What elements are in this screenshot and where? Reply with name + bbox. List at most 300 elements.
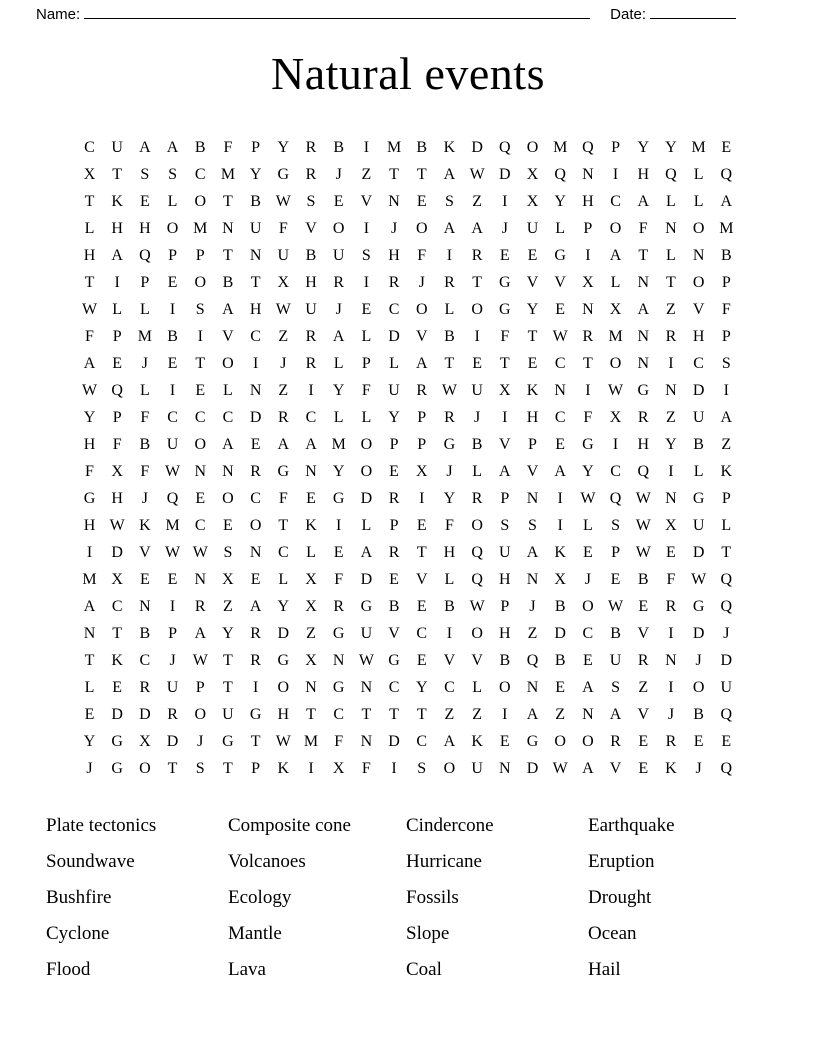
grid-cell[interactable]: W [608,598,624,615]
grid-cell[interactable]: D [526,760,539,777]
grid-cell[interactable]: G [526,733,539,750]
grid-cell[interactable]: G [111,760,123,777]
grid-cell[interactable]: Q [720,598,733,615]
grid-cell[interactable]: L [693,463,704,480]
grid-cell[interactable]: V [609,760,622,777]
grid-cell[interactable]: E [582,652,593,669]
grid-cell[interactable]: F [500,328,510,345]
grid-cell[interactable]: D [388,328,400,345]
grid-cell[interactable]: T [84,652,95,669]
grid-cell[interactable]: E [499,733,510,750]
grid-cell[interactable]: P [251,760,261,777]
grid-cell[interactable]: J [141,490,148,507]
grid-cell[interactable]: T [306,706,316,723]
grid-cell[interactable]: G [692,598,705,615]
grid-cell[interactable]: J [335,301,342,318]
grid-cell[interactable]: N [637,355,650,372]
grid-cell[interactable]: S [195,301,205,318]
grid-cell[interactable]: X [582,274,594,291]
grid-cell[interactable]: G [692,490,705,507]
grid-cell[interactable]: O [554,733,566,750]
grid-cell[interactable]: U [471,382,483,399]
grid-cell[interactable]: X [526,193,539,210]
grid-cell[interactable]: B [444,328,455,345]
grid-cell[interactable]: K [139,517,151,534]
grid-cell[interactable]: O [582,733,594,750]
grid-cell[interactable]: O [277,679,290,696]
grid-cell[interactable]: H [139,220,151,237]
grid-cell[interactable]: U [111,139,123,156]
grid-cell[interactable]: K [277,760,290,777]
grid-cell[interactable]: I [585,382,591,399]
grid-cell[interactable]: N [665,220,677,237]
grid-cell[interactable]: E [638,598,649,615]
grid-cell[interactable]: A [360,544,373,561]
grid-cell[interactable]: E [139,571,150,588]
grid-cell[interactable]: F [140,409,150,426]
grid-cell[interactable]: P [500,490,510,507]
grid-cell[interactable]: N [249,382,262,399]
grid-cell[interactable]: E [333,544,344,561]
grid-cell[interactable]: C [194,166,206,183]
grid-cell[interactable]: O [194,436,207,453]
grid-cell[interactable]: D [111,706,123,723]
grid-cell[interactable]: V [415,328,428,345]
grid-cell[interactable]: E [610,571,621,588]
grid-cell[interactable]: P [140,274,150,291]
grid-cell[interactable]: W [691,571,707,588]
grid-cell[interactable]: N [388,193,400,210]
grid-cell[interactable]: A [582,760,594,777]
grid-cell[interactable]: V [471,652,483,669]
grid-cell[interactable]: Z [666,301,676,318]
grid-cell[interactable]: P [389,517,399,534]
grid-cell[interactable]: Z [472,706,483,723]
grid-cell[interactable]: U [609,652,622,669]
word-list-item[interactable]: Composite cone [228,815,351,836]
grid-cell[interactable]: L [333,355,344,372]
grid-cell[interactable]: L [361,409,372,426]
grid-cell[interactable]: Z [666,409,676,426]
grid-cell[interactable]: R [665,328,677,345]
grid-cell[interactable]: L [472,463,483,480]
word-list-item[interactable]: Mantle [228,923,282,944]
grid-cell[interactable]: A [166,139,179,156]
grid-cell[interactable]: Q [582,139,594,156]
grid-cell[interactable]: Q [139,247,151,264]
grid-cell[interactable]: H [526,409,539,426]
grid-cell[interactable]: N [194,463,207,480]
grid-cell[interactable]: P [583,220,593,237]
grid-cell[interactable]: K [111,652,123,669]
grid-cell[interactable]: I [252,355,259,372]
grid-cell[interactable]: I [363,220,370,237]
grid-cell[interactable]: F [278,490,288,507]
grid-cell[interactable]: X [415,463,428,480]
grid-cell[interactable]: X [277,274,290,291]
word-list-item[interactable]: Drought [588,887,652,908]
grid-cell[interactable]: J [584,571,591,588]
grid-cell[interactable]: G [554,247,566,264]
grid-cell[interactable]: A [249,598,262,615]
grid-cell[interactable]: Y [415,679,428,696]
grid-cell[interactable]: G [332,625,345,642]
grid-cell[interactable]: Y [83,733,96,750]
grid-cell[interactable]: U [526,220,539,237]
grid-cell[interactable]: O [415,301,428,318]
grid-cell[interactable]: N [582,706,594,723]
grid-cell[interactable]: H [111,220,123,237]
grid-cell[interactable]: Z [278,382,289,399]
word-list-item[interactable]: Hurricane [406,851,482,872]
grid-cell[interactable]: V [388,625,400,642]
grid-cell[interactable]: U [249,220,262,237]
grid-cell[interactable]: V [139,544,151,561]
grid-cell[interactable]: P [528,436,537,453]
grid-cell[interactable]: B [250,193,261,210]
grid-cell[interactable]: U [277,247,290,264]
word-list-item[interactable]: Eruption [588,851,655,872]
grid-cell[interactable]: C [305,409,317,426]
word-list-item[interactable]: Ecology [228,887,292,908]
grid-cell[interactable]: F [278,220,288,237]
grid-cell[interactable]: W [635,544,651,561]
grid-cell[interactable]: D [360,571,373,588]
grid-cell[interactable]: T [278,517,289,534]
grid-cell[interactable]: W [358,652,374,669]
grid-cell[interactable]: C [610,463,621,480]
grid-cell[interactable]: H [83,436,96,453]
grid-cell[interactable]: O [194,193,207,210]
grid-cell[interactable]: W [81,301,98,318]
grid-cell[interactable]: F [361,760,371,777]
grid-cell[interactable]: X [222,571,234,588]
grid-cell[interactable]: D [360,490,373,507]
grid-cell[interactable]: J [695,652,702,669]
grid-cell[interactable]: C [222,409,234,426]
grid-cell[interactable]: L [223,382,233,399]
grid-cell[interactable]: R [333,274,345,291]
grid-cell[interactable]: P [168,625,178,642]
grid-cell[interactable]: P [417,436,427,453]
grid-cell[interactable]: C [250,490,261,507]
grid-cell[interactable]: L [361,517,372,534]
grid-cell[interactable]: Q [471,571,483,588]
grid-cell[interactable]: M [608,328,623,345]
grid-cell[interactable]: T [84,193,95,210]
grid-cell[interactable]: R [305,355,317,372]
grid-cell[interactable]: T [444,355,455,372]
grid-cell[interactable]: O [360,436,373,453]
grid-cell[interactable]: V [499,436,511,453]
grid-cell[interactable]: M [303,733,319,750]
grid-cell[interactable]: P [417,409,427,426]
grid-cell[interactable]: L [139,382,150,399]
grid-cell[interactable]: B [388,598,400,615]
grid-cell[interactable]: N [249,544,262,561]
grid-cell[interactable]: D [720,652,733,669]
grid-cell[interactable]: B [720,247,732,264]
grid-cell[interactable]: B [139,436,151,453]
grid-cell[interactable]: W [635,490,651,507]
grid-cell[interactable]: U [222,706,234,723]
grid-cell[interactable]: T [389,706,399,723]
grid-cell[interactable]: E [167,274,178,291]
grid-cell[interactable]: N [665,382,677,399]
grid-cell[interactable]: W [580,490,596,507]
grid-cell[interactable]: A [471,220,483,237]
grid-cell[interactable]: O [471,517,483,534]
word-list-item[interactable]: Fossils [406,887,459,908]
grid-cell[interactable]: E [139,193,150,210]
grid-cell[interactable]: G [388,652,400,669]
grid-cell[interactable]: W [441,382,457,399]
grid-cell[interactable]: K [526,382,539,399]
grid-cell[interactable]: R [637,409,649,426]
grid-cell[interactable]: L [333,409,344,426]
grid-cell[interactable]: O [609,355,622,372]
grid-cell[interactable]: A [637,193,650,210]
grid-cell[interactable]: I [502,409,508,426]
grid-cell[interactable]: R [388,490,400,507]
grid-cell[interactable]: G [83,490,96,507]
grid-cell[interactable]: J [667,706,675,723]
grid-cell[interactable]: D [249,409,262,426]
grid-cell[interactable]: Q [111,382,123,399]
grid-cell[interactable]: E [666,544,676,561]
grid-cell[interactable]: L [693,193,704,210]
grid-cell[interactable]: I [612,166,619,183]
grid-cell[interactable]: P [721,490,731,507]
grid-cell[interactable]: E [250,571,261,588]
grid-cell[interactable]: N [526,679,539,696]
grid-cell[interactable]: Q [720,760,733,777]
grid-cell[interactable]: J [141,355,148,372]
grid-cell[interactable]: X [305,571,317,588]
grid-cell[interactable]: E [167,355,178,372]
grid-cell[interactable]: O [194,706,207,723]
grid-cell[interactable]: D [692,625,705,642]
grid-cell[interactable]: H [637,166,650,183]
grid-cell[interactable]: I [446,247,453,264]
grid-cell[interactable]: W [469,166,485,183]
grid-cell[interactable]: U [305,301,317,318]
grid-cell[interactable]: M [165,517,180,534]
grid-cell[interactable]: H [83,517,96,534]
grid-cell[interactable]: G [443,436,456,453]
grid-cell[interactable]: F [638,220,648,237]
grid-cell[interactable]: H [111,490,123,507]
grid-cell[interactable]: X [111,463,123,480]
grid-cell[interactable]: A [443,166,456,183]
grid-cell[interactable]: O [166,220,179,237]
grid-cell[interactable]: E [721,139,732,156]
grid-cell[interactable]: C [416,733,428,750]
grid-cell[interactable]: B [194,139,206,156]
grid-cell[interactable]: A [111,247,123,264]
grid-cell[interactable]: X [609,409,622,426]
grid-cell[interactable]: J [335,166,342,183]
grid-cell[interactable]: S [168,166,178,183]
grid-cell[interactable]: J [197,733,204,750]
grid-cell[interactable]: C [582,625,594,642]
grid-cell[interactable]: O [582,598,594,615]
grid-cell[interactable]: W [275,301,291,318]
grid-cell[interactable]: A [526,706,539,723]
grid-cell[interactable]: I [502,706,508,723]
grid-cell[interactable]: T [223,679,233,696]
grid-cell[interactable]: O [222,490,234,507]
grid-cell[interactable]: L [306,544,316,561]
grid-cell[interactable]: E [250,436,261,453]
grid-cell[interactable]: G [332,490,345,507]
grid-cell[interactable]: E [223,517,233,534]
grid-cell[interactable]: O [194,274,207,291]
grid-cell[interactable]: P [361,355,371,372]
grid-cell[interactable]: J [280,355,287,372]
grid-cell[interactable]: X [526,166,539,183]
grid-cell[interactable]: L [389,355,399,372]
grid-cell[interactable]: T [361,706,372,723]
grid-cell[interactable]: G [277,166,290,183]
grid-cell[interactable]: R [250,625,261,642]
grid-cell[interactable]: W [165,544,181,561]
grid-cell[interactable]: N [582,301,594,318]
grid-cell[interactable]: M [137,328,152,345]
grid-cell[interactable]: A [83,598,96,615]
grid-cell[interactable]: Z [472,193,483,210]
grid-cell[interactable]: Q [720,706,733,723]
grid-cell[interactable]: Z [361,166,372,183]
grid-cell[interactable]: Y [83,409,96,426]
grid-cell[interactable]: T [638,247,649,264]
grid-cell[interactable]: O [139,760,151,777]
grid-cell[interactable]: D [277,625,290,642]
grid-cell[interactable]: B [167,328,178,345]
grid-cell[interactable]: Y [277,139,290,156]
grid-cell[interactable]: E [527,355,538,372]
grid-cell[interactable]: E [416,652,427,669]
grid-cell[interactable]: O [443,760,456,777]
grid-cell[interactable]: I [169,598,176,615]
grid-cell[interactable]: I [169,382,176,399]
grid-cell[interactable]: I [668,679,674,696]
grid-cell[interactable]: W [165,463,181,480]
grid-cell[interactable]: I [308,760,314,777]
grid-cell[interactable]: O [360,463,373,480]
grid-cell[interactable]: E [112,679,123,696]
grid-cell[interactable]: B [471,436,483,453]
grid-cell[interactable]: S [417,760,427,777]
grid-cell[interactable]: L [666,193,676,210]
grid-cell[interactable]: E [361,301,372,318]
grid-cell[interactable]: D [554,625,566,642]
grid-cell[interactable]: I [502,193,508,210]
grid-cell[interactable]: P [389,436,399,453]
grid-cell[interactable]: R [250,463,261,480]
grid-cell[interactable]: G [360,598,373,615]
grid-cell[interactable]: Q [609,490,622,507]
grid-cell[interactable]: F [85,328,94,345]
grid-cell[interactable]: W [109,517,125,534]
grid-cell[interactable]: P [721,328,731,345]
grid-cell[interactable]: T [195,355,206,372]
grid-cell[interactable]: L [721,517,732,534]
grid-cell[interactable]: F [85,463,94,480]
grid-cell[interactable]: V [443,652,456,669]
grid-cell[interactable]: A [415,355,428,372]
grid-cell[interactable]: I [114,274,120,291]
grid-cell[interactable]: X [665,517,677,534]
grid-cell[interactable]: N [222,463,234,480]
grid-cell[interactable]: O [692,274,705,291]
grid-cell[interactable]: Z [721,436,732,453]
grid-cell[interactable]: L [666,247,676,264]
grid-cell[interactable]: Y [388,409,400,426]
grid-cell[interactable]: B [693,436,704,453]
grid-cell[interactable]: R [637,652,649,669]
grid-cell[interactable]: U [166,436,179,453]
grid-cell[interactable]: P [195,679,205,696]
grid-cell[interactable]: W [81,382,98,399]
grid-cell[interactable]: T [499,355,510,372]
grid-cell[interactable]: U [360,625,373,642]
grid-cell[interactable]: C [84,139,95,156]
grid-cell[interactable]: L [84,679,95,696]
grid-cell[interactable]: R [665,598,677,615]
grid-cell[interactable]: A [609,706,622,723]
grid-cell[interactable]: Q [720,166,733,183]
grid-cell[interactable]: D [499,166,511,183]
grid-cell[interactable]: Y [665,436,677,453]
grid-cell[interactable]: N [360,679,373,696]
grid-cell[interactable]: S [195,760,205,777]
grid-cell[interactable]: N [305,463,317,480]
grid-cell[interactable]: E [84,706,95,723]
grid-cell[interactable]: C [139,652,151,669]
grid-cell[interactable]: Q [637,463,650,480]
grid-cell[interactable]: Y [665,139,677,156]
grid-cell[interactable]: N [554,382,566,399]
grid-cell[interactable]: B [444,598,455,615]
grid-cell[interactable]: P [500,598,510,615]
grid-cell[interactable]: O [222,355,234,372]
grid-cell[interactable]: L [444,301,455,318]
grid-cell[interactable]: S [140,166,150,183]
grid-cell[interactable]: F [140,463,150,480]
grid-cell[interactable]: G [499,301,511,318]
grid-cell[interactable]: N [360,733,373,750]
grid-cell[interactable]: Z [638,679,649,696]
grid-cell[interactable]: N [332,652,345,669]
grid-cell[interactable]: C [444,679,455,696]
word-list-item[interactable]: Flood [46,959,91,980]
grid-cell[interactable]: E [416,517,427,534]
grid-cell[interactable]: D [166,733,179,750]
grid-cell[interactable]: J [474,409,481,426]
grid-cell[interactable]: E [416,598,427,615]
grid-cell[interactable]: R [167,706,178,723]
grid-cell[interactable]: E [527,247,538,264]
grid-cell[interactable]: R [610,733,621,750]
grid-cell[interactable]: R [139,679,151,696]
grid-cell[interactable]: E [195,490,206,507]
grid-cell[interactable]: S [223,544,233,561]
grid-cell[interactable]: A [332,328,345,345]
grid-cell[interactable]: T [416,706,427,723]
grid-cell[interactable]: X [111,571,123,588]
grid-cell[interactable]: C [167,409,178,426]
